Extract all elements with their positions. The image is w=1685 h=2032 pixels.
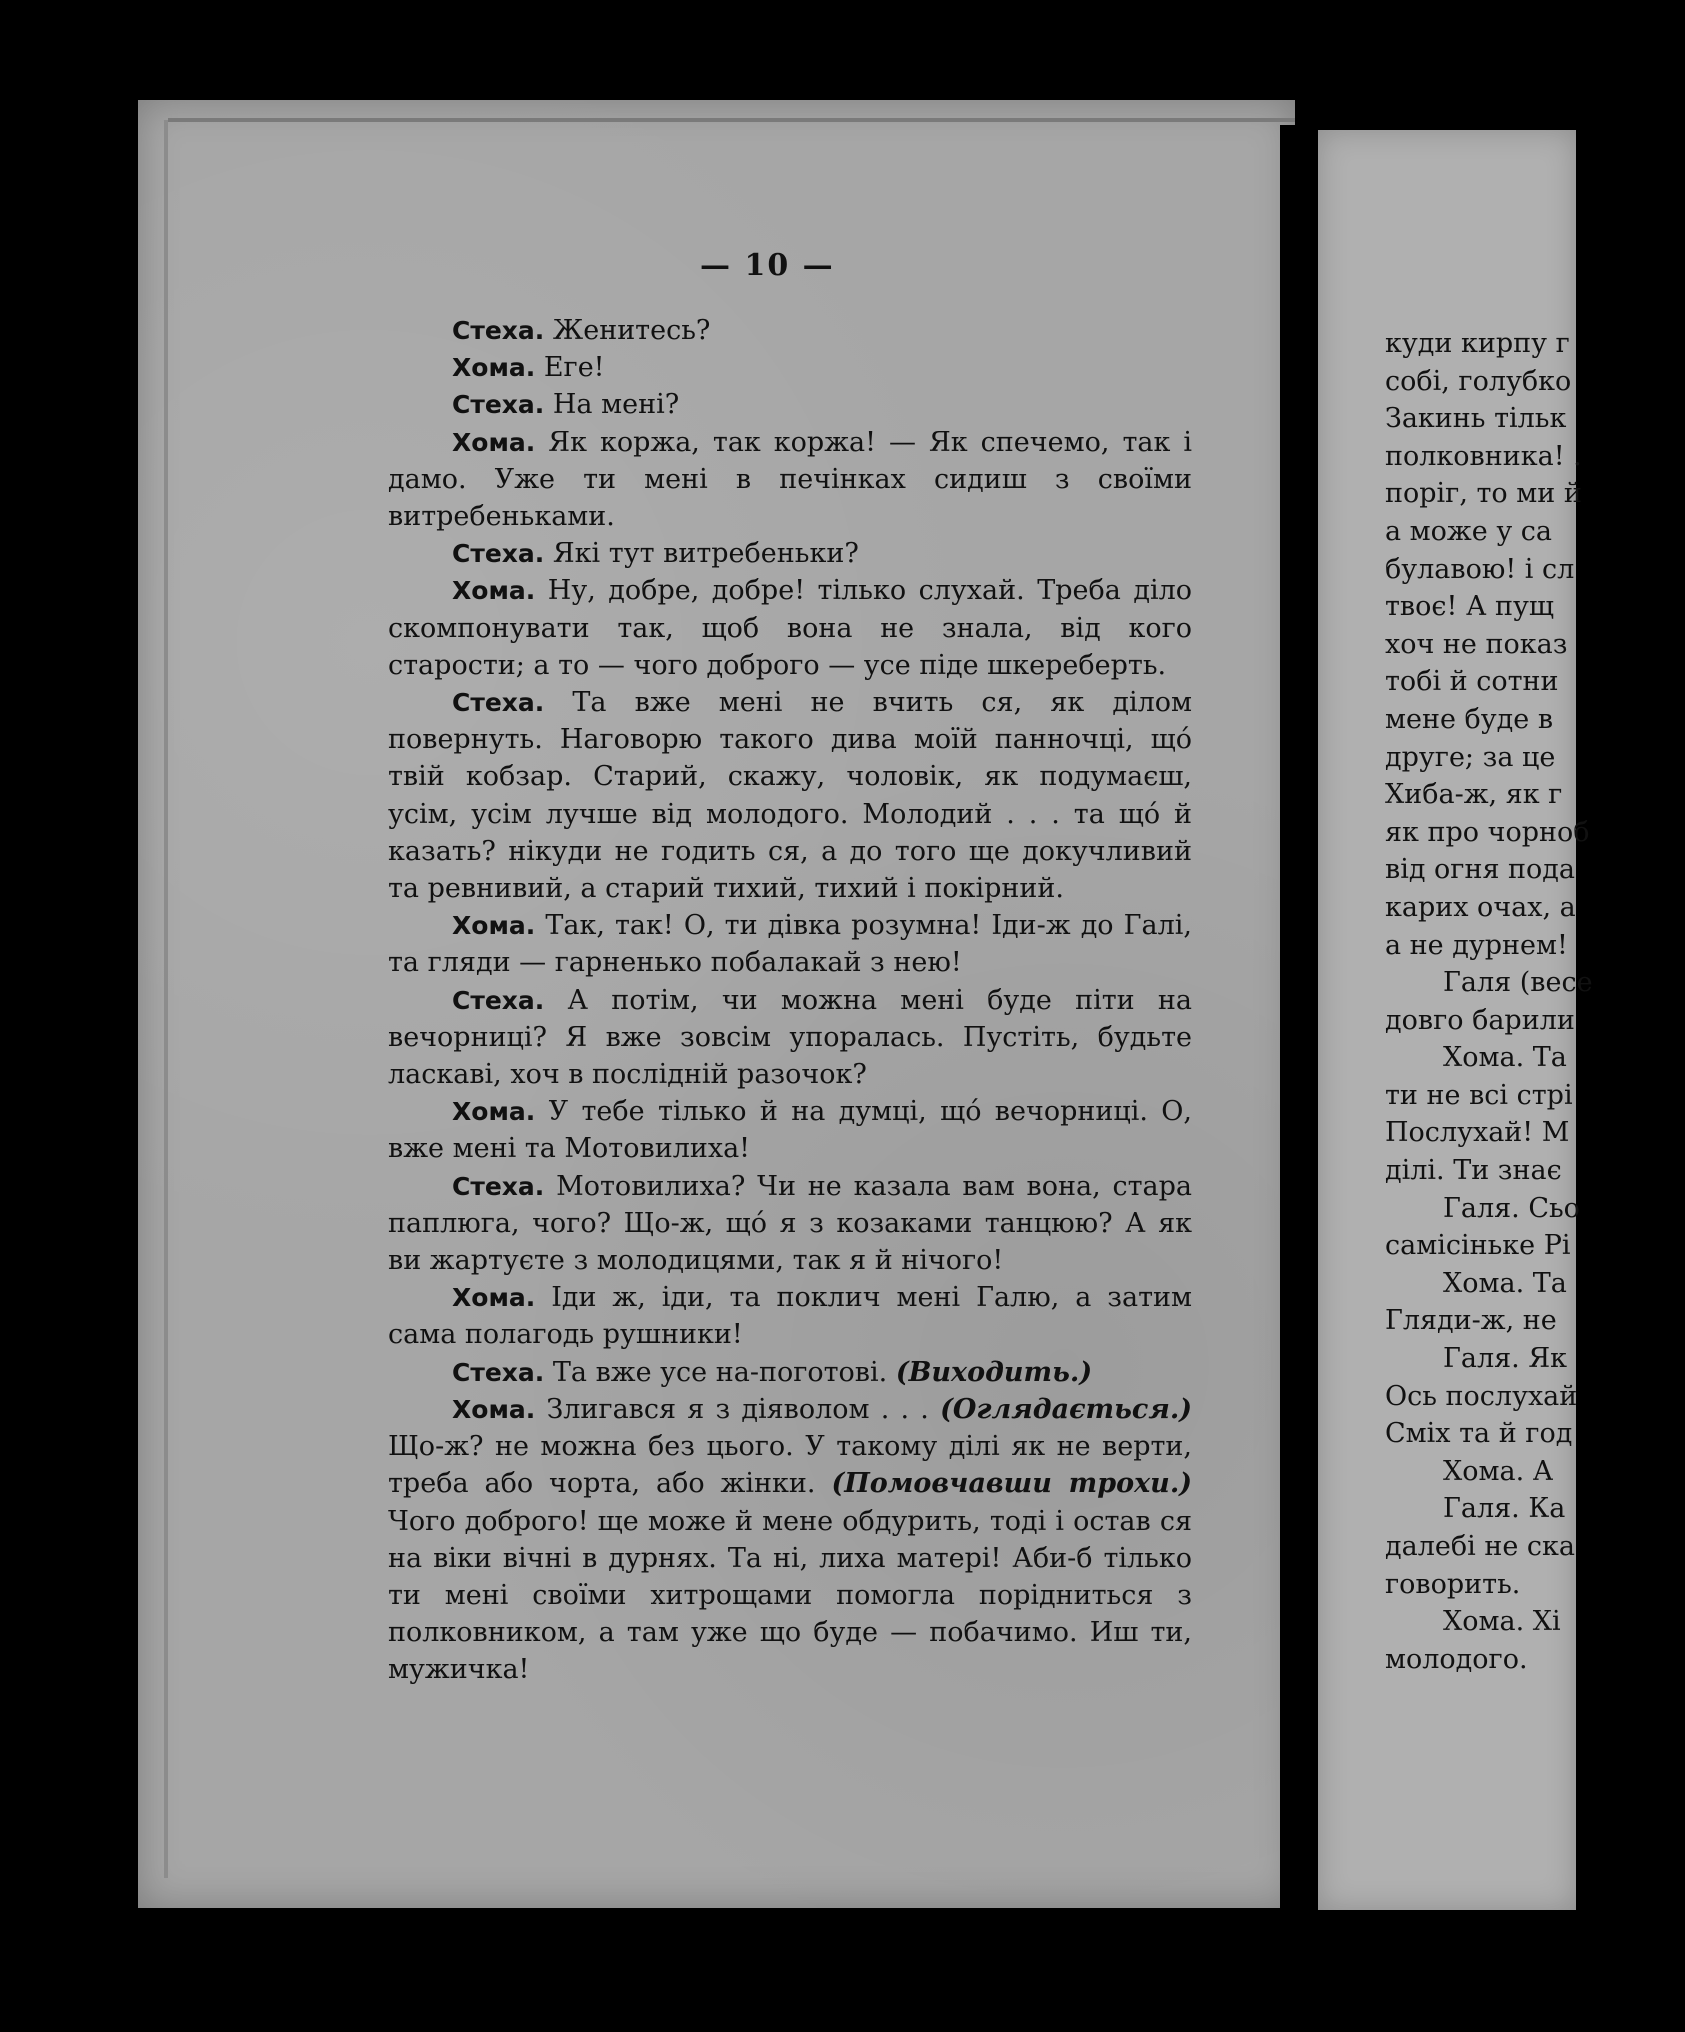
dialogue-line (388, 907, 1192, 981)
right-page-line: Хиба-ж, як г (1385, 779, 1563, 811)
line-text: Так, так! О, ти дівка розумна! Іди-ж до Галі, та гляди — гарненько побалакай з нею! (388, 910, 1192, 979)
page-edge-left (164, 120, 168, 1878)
right-page-line: як про чорноб (1385, 816, 1590, 848)
right-page-line: а не дурнем! (1385, 929, 1568, 961)
line-text: Іди ж, іди, та поклич мені Галю, а затим сама полагодь рушники! (388, 1282, 1192, 1351)
dialogue-line (388, 572, 1192, 684)
right-page-line: Закинь тільк (1385, 403, 1567, 435)
line-text: Та вже мені не вчить ся, як ділом повернуть. Наговорю такого дива моїй панночці, щó твій кобзар. Старий, скажу, чоловік, як подумаєш, усім, усім лучше від молодого. Молодий . . . та щó й казать? нікуди не годить ся, а до того ще докучливий та ревнивий, а старий тихий, тихий і покірний. (388, 687, 1192, 905)
right-page-line: ділі. Ти знає (1385, 1155, 1562, 1187)
speaker-name: Хома. (452, 1097, 536, 1127)
right-page-line: від огня пода (1385, 854, 1576, 886)
speaker-name: Хома. (452, 1394, 536, 1424)
right-page-line: говорить. (1385, 1568, 1521, 1600)
dialogue-line (388, 1354, 1192, 1391)
right-page-line: мене буде в (1385, 703, 1554, 735)
right-page-line: Галя. Сьо (1443, 1192, 1580, 1224)
right-page-line: Галя. Ка (1443, 1493, 1566, 1525)
right-page-text (1385, 325, 1685, 1678)
book-gutter (1280, 125, 1318, 1910)
right-page-line: поріг, то ми й (1385, 478, 1582, 510)
right-page-line: довго барили (1385, 1004, 1575, 1036)
line-text: Ну, добре, добре! тілько слухай. Треба діло скомпонувати так, щоб вона не знала, від кого старости; а то — чого доброго — усе піде шкереберть. (388, 575, 1192, 681)
dialogue-line (388, 1093, 1192, 1167)
line-text: Мотовилиха? Чи не казала вам вона, стара паплюга, чого? Що-ж, щó я з козаками танцюю? А як ви жартуєте з молодицями, так я й нічого! (388, 1170, 1192, 1277)
speaker-name: Хома. (452, 911, 536, 941)
dialogue-line (388, 1168, 1192, 1280)
line-text: Як коржа, так коржа! — Як спечемо, так і дамо. Уже ти мені в печінках сидиш з своїми витребеньками. (388, 426, 1192, 533)
dialogue-text (388, 312, 1192, 1689)
speaker-name: Стеха. (452, 1171, 545, 1201)
right-page-line: собі, голубко (1385, 365, 1572, 397)
dialogue-line (388, 424, 1192, 536)
right-page-line: карих очах, а (1385, 891, 1576, 923)
line-text: А потім, чи можна мені буде піти на вечорниці? Я вже зовсім упоралась. Пустіть, будьте ласкаві, хоч в послідній разочок? (388, 984, 1192, 1091)
right-page-line: Хома. Та (1443, 1042, 1567, 1074)
right-page-line: а може у са (1385, 515, 1553, 547)
speaker-name: Стеха. (452, 688, 545, 718)
dialogue-line (388, 349, 1192, 386)
right-page-line: Гляди-ж, не (1385, 1305, 1557, 1337)
line-text: Женитесь? (544, 315, 711, 346)
line-text: На мені? (544, 389, 680, 421)
right-page-line: куди кирпу г (1385, 328, 1570, 359)
speaker-name: Хома. (452, 427, 536, 457)
speaker-name: Хома. (452, 576, 536, 606)
speaker-name: Хома. (452, 1283, 536, 1313)
dialogue-line (388, 684, 1192, 907)
right-page-line: Ось послухай (1385, 1380, 1578, 1412)
right-page-line: Сміх та й год (1385, 1418, 1573, 1450)
right-page-line: Хома. Та (1443, 1267, 1567, 1299)
right-page-line: Хома. Хі (1443, 1606, 1561, 1638)
right-page-line: тобі й сотни (1385, 666, 1559, 698)
right-page-line: хоч не показ (1385, 628, 1568, 660)
dialogue-line (388, 312, 1192, 349)
dialogue-line (388, 1279, 1192, 1353)
dialogue-line (388, 535, 1192, 572)
page-edge-top (168, 118, 1295, 122)
right-page-line: Галя. Як (1443, 1343, 1568, 1375)
right-page-line: булавою! і сл (1385, 553, 1575, 585)
speaker-name: Стеха. (452, 316, 545, 345)
dialogue-line (388, 982, 1192, 1094)
right-page-line: твоє! А пущ (1385, 591, 1554, 623)
speaker-name: Стеха. (452, 1357, 545, 1387)
dialogue-line (388, 386, 1192, 423)
stage-direction: (Виходить.) (895, 1356, 1093, 1388)
line-text: Злигався я з діяволом . . . (535, 1393, 941, 1425)
right-page-line: ти не всі стрі (1385, 1079, 1573, 1111)
line-text: Еге! (535, 352, 605, 384)
line-text: Які тут витребеньки? (544, 538, 859, 570)
right-page-line: Галя (весе (1443, 967, 1593, 999)
line-text: Що-ж? не можна без цього. У такому ділі як не верти, треба або чорта, або жінки. (388, 1431, 1192, 1500)
right-page-line: полковника! . (1385, 440, 1582, 472)
right-page-line: Хома. А (1443, 1455, 1554, 1487)
line-text: Та вже усе на-поготові. (544, 1356, 896, 1388)
line-text: Чого доброго! ще може й мене обдурить, тоді і остав ся на віки вічні в дурнях. Та ні, лиха матері! Аби-б тілько ти мені своїми хитрощами помогла порідниться з полковником, а там уже що буде — побачимо. Иш ти, мужичка! (388, 1505, 1192, 1686)
page-number: — 10 — (700, 248, 835, 283)
speaker-name: Стеха. (452, 985, 545, 1015)
right-page-line: Послухай! М (1385, 1117, 1570, 1149)
stage-direction: (Оглядається.) (940, 1393, 1192, 1425)
dialogue-line (388, 1391, 1192, 1689)
speaker-name: Стеха. (452, 390, 545, 420)
right-page-line: молодого. (1385, 1643, 1528, 1675)
right-page-line: друге; за це (1385, 741, 1556, 773)
speaker-name: Стеха. (452, 539, 545, 569)
right-page-line: самісіньке Рі (1385, 1230, 1571, 1262)
stage-direction: (Помовчавши трохи.) (831, 1468, 1192, 1500)
right-page-line: далебі не ска (1385, 1531, 1575, 1562)
line-text: У тебе тілько й на думці, щó вечорниці. О, вже мені та Мотовилиха! (388, 1096, 1192, 1165)
speaker-name: Хома. (452, 353, 536, 383)
